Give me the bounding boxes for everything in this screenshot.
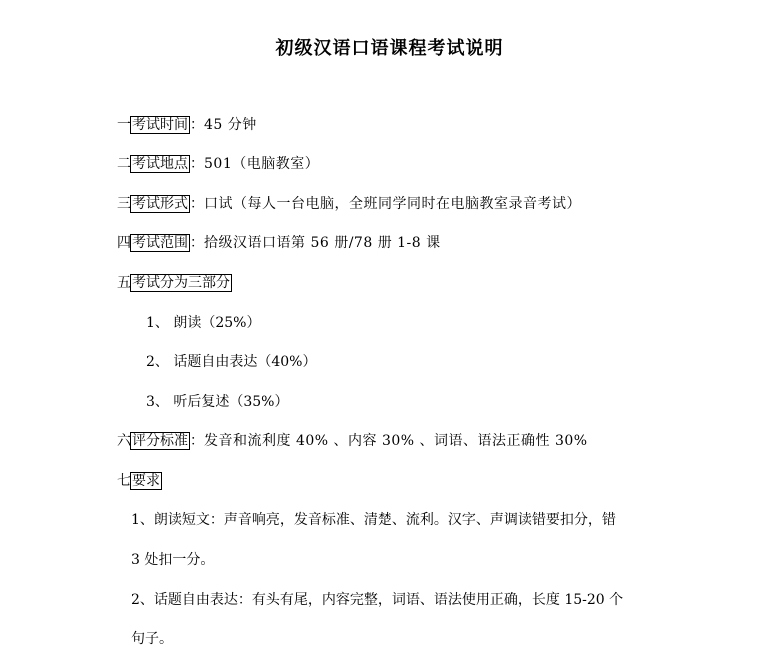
part-item: 1、 朗读（25%） — [146, 315, 261, 331]
page-title: 初级汉语口语课程考试说明 — [275, 38, 504, 59]
section-label: 要求 — [132, 473, 160, 489]
section-value: 口试（每人一台电脑，全班同学同时在电脑教室录音考试） — [204, 196, 581, 212]
section-label: 考试形式 — [132, 196, 188, 212]
section-number: 三 — [117, 196, 131, 212]
section-scope — [117, 234, 441, 252]
section-requirements — [117, 472, 162, 490]
section-separator: ： — [190, 196, 204, 212]
section-value: 发音和流利度 40% 、内容 30% 、词语、语法正确性 30% — [204, 433, 588, 449]
section-separator: ： — [190, 235, 204, 251]
section-separator: ： — [190, 433, 204, 449]
section-value: 501（电脑教室） — [204, 156, 320, 172]
section-separator: ： — [190, 117, 204, 133]
section-location — [117, 155, 319, 173]
requirement-line: 2、话题自由表达：有头有尾，内容完整，词语、语法使用正确，长度 15-20 个 — [131, 592, 624, 608]
section-number: 四 — [117, 235, 131, 251]
requirement-line: 3 处扣一分。 — [131, 552, 215, 568]
section-number: 六 — [117, 433, 131, 449]
section-number: 五 — [117, 275, 131, 291]
section-label: 评分标准 — [132, 433, 188, 449]
section-parts — [117, 274, 232, 292]
part-item: 3、 听后复述（35%） — [146, 394, 289, 410]
section-scoring — [117, 432, 588, 450]
section-number: 二 — [117, 156, 131, 172]
section-value: 拾级汉语口语第 56 册/78 册 1-8 课 — [204, 235, 441, 251]
section-label: 考试分为三部分 — [132, 275, 230, 291]
section-value: 45 分钟 — [204, 117, 257, 133]
section-label: 考试地点 — [132, 156, 188, 172]
section-time — [117, 116, 257, 134]
section-format — [117, 195, 581, 213]
section-number: 一 — [117, 117, 131, 133]
requirement-line: 1、朗读短文：声音响亮，发音标准、清楚、流利。汉字、声调读错要扣分，错 — [131, 512, 616, 528]
part-item: 2、 话题自由表达（40%） — [146, 354, 317, 370]
requirement-line: 句子。 — [131, 631, 173, 647]
section-label: 考试时间 — [132, 117, 188, 133]
section-number: 七 — [117, 473, 131, 489]
section-label: 考试范围 — [132, 235, 188, 251]
section-separator: ： — [190, 156, 204, 172]
